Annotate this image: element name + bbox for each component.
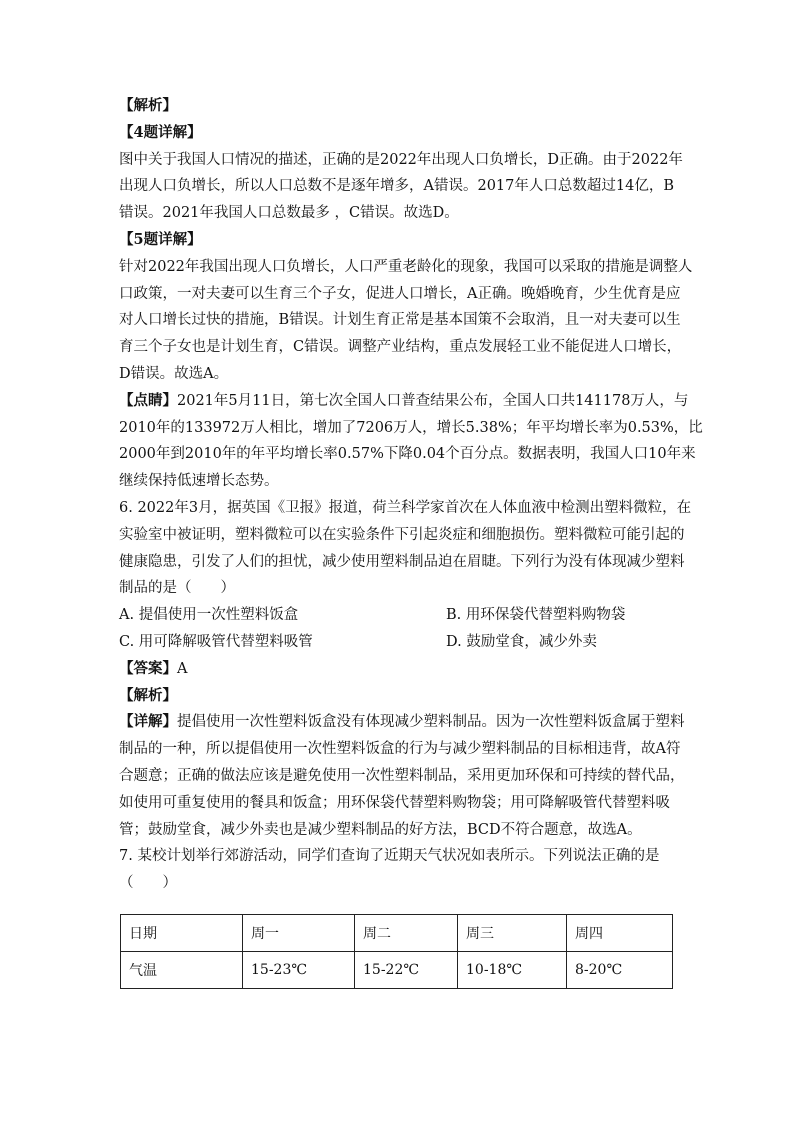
paragraph-line: 2000年到2010年的年平均增长率0.57%下降0.04个百分点。数据表明，我国人口10年来 bbox=[119, 446, 696, 463]
answer-label: 【答案】 bbox=[119, 659, 177, 677]
option-c: C. 用可降解吸管代替塑料吸管 bbox=[119, 633, 313, 650]
question-7-stem: 7. 某校计划举行郊游活动，同学们查询了近期天气状况如表所示。下列说法正确的是 bbox=[119, 848, 660, 865]
paragraph-line: 2010年的133972万人相比，增加了7206万人，增长5.38%；年平均增长率为0.53%，比 bbox=[119, 419, 703, 436]
detail-label: 【详解】 bbox=[119, 713, 177, 731]
paragraph-line bbox=[119, 709, 685, 736]
question-6-stem: 6. 2022年3月，据英国《卫报》报道，荷兰科学家首次在人体血液中检测出塑料微粒，在 bbox=[119, 499, 692, 516]
paragraph-line: 错误。2021年我国人口总数最多 ，C错误。故选D。 bbox=[119, 205, 459, 222]
options-row bbox=[119, 602, 679, 629]
paragraph-line: 制品的一种，所以提倡使用一次性塑料饭盒的行为与减少塑料制品的目标相违背，故A符 bbox=[119, 741, 681, 758]
option-a: A. 提倡使用一次性塑料饭盒 bbox=[119, 607, 299, 624]
paragraph-line: 针对2022年我国出现人口负增长，人口严重老龄化的现象，我国可以采取的措施是调整人 bbox=[119, 258, 693, 275]
table-cell: 周四 bbox=[567, 915, 673, 952]
option-b: B. 用环保袋代替塑料购物袋 bbox=[446, 607, 626, 624]
paragraph-line: 健康隐患，引发了人们的担忧，减少使用塑料制品迫在眉睫。下列行为没有体现减少塑料 bbox=[119, 553, 685, 570]
heading-q5-detail: 【5题详解】 bbox=[119, 230, 202, 248]
paragraph-line: （ ） bbox=[119, 875, 177, 892]
paragraph-line: 育三个子女也是计划生育，C错误。调整产业结构，重点发展轻工业不能促进人口增长， bbox=[119, 339, 682, 356]
paragraph-line: 继续保持低速增长态势。 bbox=[119, 473, 279, 490]
table-row bbox=[121, 952, 673, 989]
paragraph-line: 如使用可重复使用的餐具和饭盒；用环保袋代替塑料购物袋；用可降解吸管代替塑料吸 bbox=[119, 794, 670, 811]
table-cell: 周三 bbox=[458, 915, 567, 952]
paragraph-line: 实验室中被证明，塑料微粒可以在实验条件下引起炎症和细胞损伤。塑料微粒可能引起的 bbox=[119, 526, 685, 543]
option-d: D. 鼓励堂食，减少外卖 bbox=[446, 633, 597, 650]
answer-value: A bbox=[177, 660, 188, 677]
paragraph-line: 图中关于我国人口情况的描述，正确的是2022年出现人口负增长，D正确。由于2022年 bbox=[119, 151, 683, 168]
paragraph-line: 合题意；正确的做法应该是避免使用一次性塑料制品，采用更加环保和可持续的替代品， bbox=[119, 767, 685, 784]
paragraph-line: D错误。故选A。 bbox=[119, 365, 229, 382]
tip-text: 2021年5月11日，第七次全国人口普查结果公布，全国人口共141178万人，与 bbox=[177, 392, 689, 409]
paragraph-line: 制品的是（ ） bbox=[119, 580, 235, 597]
paragraph-line: 管；鼓励堂食，减少外卖也是减少塑料制品的好方法，BCD不符合题意，故选A。 bbox=[119, 821, 642, 838]
table-header-row bbox=[121, 915, 673, 952]
section-heading-analysis: 【解析】 bbox=[119, 97, 177, 114]
table-cell: 15-22℃ bbox=[355, 952, 458, 989]
weather-table bbox=[120, 914, 673, 989]
heading-q4-detail: 【4题详解】 bbox=[119, 123, 202, 141]
table-cell: 15-23℃ bbox=[243, 952, 355, 989]
paragraph-line bbox=[119, 388, 689, 415]
section-heading-analysis: 【解析】 bbox=[119, 686, 177, 704]
answer-line bbox=[119, 656, 679, 683]
table-cell: 8-20℃ bbox=[567, 952, 673, 989]
answer-text bbox=[119, 93, 703, 897]
options-row bbox=[119, 629, 679, 656]
tip-label: 【点睛】 bbox=[119, 391, 177, 409]
table-cell: 周一 bbox=[243, 915, 355, 952]
table-cell: 周二 bbox=[355, 915, 458, 952]
paragraph-line: 出现人口负增长，所以人口总数不是逐年增多，A错误。2017年人口总数超过14亿，B bbox=[119, 178, 674, 195]
table-cell: 气温 bbox=[121, 952, 243, 989]
paragraph-line: 对人口增长过快的措施，B错误。计划生育正常是基本国策不会取消，且一对夫妻可以生 bbox=[119, 312, 681, 329]
table-cell: 10-18℃ bbox=[458, 952, 567, 989]
paragraph-line: 口政策，一对夫妻可以生育三个子女，促进人口增长，A正确。晚婚晚育，少生优育是应 bbox=[119, 285, 681, 302]
detail-text: 提倡使用一次性塑料饭盒没有体现减少塑料制品。因为一次性塑料饭盒属于塑料 bbox=[177, 714, 685, 731]
table-cell: 日期 bbox=[121, 915, 243, 952]
